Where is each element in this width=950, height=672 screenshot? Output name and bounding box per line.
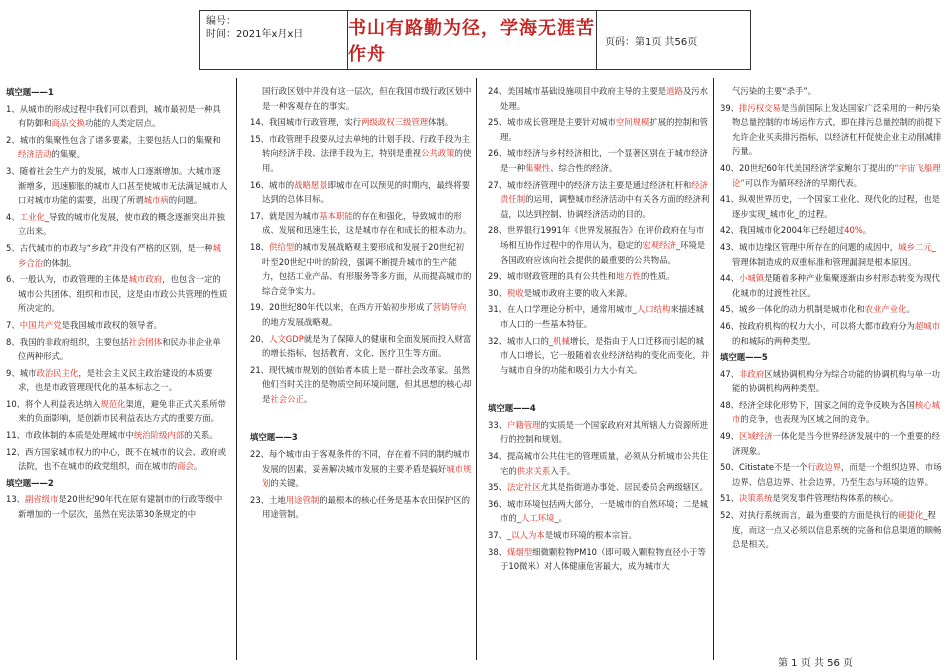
question-item [720, 192, 942, 221]
section-heading: 填空题——4 [488, 403, 536, 414]
question-item [720, 367, 942, 396]
question-text: _导致的城市化发展，使市政的概念逐渐突出并独立出来。 [18, 211, 225, 237]
question-text: 国行政区划中并没有这一层次，但在我国市级行政区划中是一种客观存在的事实。 [262, 86, 472, 111]
question-text: _程度，而这一点又必须以信息系统的完备和信息渠道的顺畅总是相关。 [732, 510, 942, 550]
question-text: 7、 [6, 319, 20, 330]
question-text: 2、城市的集聚性包含了诸多要素，主要包括人口的集聚和 [6, 134, 221, 145]
question-item [250, 132, 472, 176]
question-item [488, 545, 710, 574]
question-text: 28、世界银行1991年《世界发展报告》在评价政府在与市场相互协作过程中的作用认为，稳定的 [488, 225, 705, 250]
question-item [6, 241, 228, 270]
answer-text: 商会 [177, 461, 194, 472]
answer-text: 空间规模 [615, 117, 650, 128]
question-item [6, 397, 228, 426]
question-text: 43、城市边缘区管理中所存在的问题的成因中， [720, 241, 899, 252]
answer-text: 营销导向 [432, 302, 467, 313]
question-text: 46、按政府机构的权力大小，可以将大都市政府分为 [720, 320, 915, 331]
answer-text: 地方性 [615, 271, 642, 282]
section-heading: 填空题——5 [720, 352, 768, 363]
question-item [488, 302, 710, 331]
answer-text: 道路 [666, 86, 683, 96]
question-item [6, 445, 228, 474]
answer-text: 城市规划 [262, 463, 472, 489]
question-text: 40、20世纪60年代美国经济学家鲍尔丁提出的 [720, 162, 895, 173]
question-text: 51、 [720, 493, 740, 504]
answer-text: 小城镇 [739, 273, 765, 284]
question-text: 是我国城市政权的领导者。 [61, 319, 163, 330]
question-text: 25、城市成长管理是主要针对城市 [488, 117, 616, 128]
answer-text: 人口结构 [636, 304, 671, 315]
question-text: 1、从城市的形成过程中我们可以看到，城市最初是一种具有防御和 [6, 103, 221, 129]
question-text: 45、城乡一体化的动力机制是城市化和 [720, 304, 865, 315]
answer-text: 宏观经济 [642, 239, 676, 250]
question-text: 的城市发展战略观主要形成和发展于20世纪初叶至20世纪中叶的阶段，强调不断提升城市的生产能力，包括工业产品、有形服务等多方面，从而提高城市的综合竞争实力。 [262, 241, 472, 296]
motto: 书山有路勤为径，学海无涯苦作舟 [348, 11, 597, 69]
question-text: 3、随着社会生产力的发展，城市人口逐渐增加。大城市逐渐增多，迅速膨胀的城市人口甚至使城市无法满足城市人口对城市功能的需要，出现了所谓 [6, 165, 228, 206]
answer-text: 基本职能 [319, 210, 353, 221]
question-item [6, 366, 228, 395]
question-item [250, 447, 472, 491]
answer-text: 超城市 [914, 320, 941, 331]
question-text: 的实质是一个国家政府对其所辖人力资源所进行的控制和规划。 [500, 419, 709, 445]
answer-text: 税收 [507, 287, 524, 298]
question-text: 4、 [6, 211, 20, 222]
answer-text: 非政府 [739, 368, 765, 379]
question-text: 38、 [488, 546, 508, 557]
answer-text: 统治阶级内部 [133, 430, 185, 441]
question-text: 的使用。 [262, 148, 472, 173]
answer-text: 机械 [553, 335, 570, 346]
question-text: 12、西方国家城市权力的中心，既不在城市的议会、政府或法院，也不在城市的政党组织，而在城市的 [6, 446, 227, 472]
question-text: 的最根本的核心任务是基本农田保护区的用途管制。 [262, 494, 471, 520]
header-box [199, 10, 751, 70]
question-text: 的问题。 [168, 195, 203, 206]
question-text: 47、 [720, 368, 740, 379]
question-item [6, 492, 228, 521]
question-text: 和民办非企业单位两种形式。 [18, 336, 221, 362]
question-text: 可以作为循环经济的早期代表。 [744, 177, 862, 188]
answer-text: 法定社区 [507, 482, 541, 493]
answer-text: 供给型 [269, 241, 295, 252]
question-text: 29、城市财政管理的具有公共性和 [488, 271, 616, 282]
question-item [6, 133, 228, 162]
question-item [488, 115, 710, 144]
question-text: 14、我国城市行政管理，实行 [250, 117, 362, 128]
column-3 [488, 84, 710, 656]
question-item [488, 286, 710, 301]
question-item [250, 209, 472, 238]
question-item [488, 418, 710, 447]
answer-text: 工业化 [19, 211, 45, 222]
question-text: 22、每个城市由于客观条件的不同，存在着不同的制约城市发展的因素，妥善解决城市发展的主要矛盾是搞好 [250, 449, 471, 474]
answer-text: 行政边界 [807, 462, 842, 473]
question-text: 26、城市经济与乡村经济相比，一个显著区别在于城市经济是一种 [488, 148, 709, 173]
question-text: 。 [906, 304, 915, 315]
question-text: 33、 [488, 419, 508, 430]
question-text: 是随着多种产业集聚逐渐由乡村形态转变为现代化城市的过渡性社区。 [732, 273, 941, 298]
question-text: 20、 [250, 333, 270, 344]
question-item [488, 269, 710, 284]
answer-text: 社会团体 [128, 336, 163, 347]
answer-text: “宇宙飞船理论” [732, 162, 941, 188]
answer-text: 社会公正 [270, 393, 304, 404]
question-item [6, 210, 228, 239]
question-text: 是20世纪90年代在原有建制市的行政等级中新增加的一个层次，虽然在宪法第30条规定的中 [18, 494, 223, 520]
question-text: 6、一般认为，市政管理的主体是 [6, 274, 129, 285]
number-label: 编号： [206, 16, 236, 27]
section-heading: 填空题——3 [250, 432, 298, 443]
question-text: 32、城市人口的_ [488, 335, 554, 346]
question-text: 即城市在可以预见的时期内，最终将要达到的总体目标。 [262, 179, 471, 205]
question-item [720, 240, 942, 269]
question-text: 、综合性的经济。 [550, 162, 618, 173]
question-text: 的运用，调整城市经济活动中有关各方面的经济利益，以达到控制、协调经济活动的目的。 [500, 194, 710, 219]
question-text: 的和城际的两种类型。 [732, 335, 816, 346]
answer-text: 人工环境 [520, 513, 555, 524]
question-item [250, 115, 472, 130]
question-item [488, 178, 710, 222]
question-text: 31、在人口学理论分析中，通常用城市_ [488, 304, 637, 315]
answer-text: 城乡合治 [18, 242, 222, 268]
question-text: 23、土地 [250, 494, 286, 505]
answer-text: 以人为本 [511, 530, 545, 541]
question-text: 是城市环境的根本宗旨。 [544, 530, 637, 541]
question-text: ，是社会主义民主政治建设的本质要求，也是市政管理现代化的基本标志之一。 [18, 367, 213, 393]
question-item [720, 271, 942, 300]
question-text: 37、_ [488, 530, 512, 541]
question-text: 渠道，避免非正式关系所带来的负面影响，是创新市民利益表达方式的重要方面。 [18, 398, 227, 424]
answer-text: 排污权交易 [739, 102, 781, 113]
question-text: 5、古代城市的市政与“乡政”并没有严格的区别，是一种 [6, 242, 213, 253]
column-divider [713, 78, 714, 660]
column-divider [476, 78, 477, 660]
question-text: 50、Citistate不是一个 [720, 462, 808, 473]
question-item [720, 319, 942, 348]
question-text: 34、提高城市公共住宅的管理质量，必须从分析城市公共住宅的 [488, 451, 709, 476]
question-text: 的地方发展战略观。 [262, 316, 338, 327]
question-item [250, 332, 472, 361]
question-item [488, 497, 710, 526]
answer-text: 城乡二元 [898, 241, 932, 252]
question-text: 的竞争，也表现为区域之间的竞争。 [740, 414, 875, 425]
question-text: 39、 [720, 102, 740, 113]
answer-text: 经济责任制 [500, 179, 709, 205]
question-item [6, 428, 228, 443]
question-text: 功能的人类定居点。 [85, 118, 161, 129]
question-item [720, 429, 942, 458]
question-text: _。 [554, 513, 567, 524]
answer-text: 硬捷化 [898, 510, 924, 521]
section-heading: 填空题——1 [6, 87, 54, 97]
question-item [720, 84, 942, 99]
question-text: 是城市政府主要的收入来源。 [523, 287, 633, 298]
answer-text: 商品交换 [51, 118, 85, 129]
question-text: 35、 [488, 482, 508, 493]
question-text: 21、现代城市规划的创始者本质上是一群社会改革家。虽然他们当时关注的是物质空间环境问题，但其思想的核心却是 [250, 364, 472, 404]
question-text: ，而是一个组织边界、市场边界、信息边界、社会边界，乃至生态与环境的边界。 [732, 462, 942, 487]
answer-text: 煤烟型 [507, 546, 533, 557]
question-text: 一体化是当今世界经济发展中的一个重要的经济现象。 [732, 431, 941, 456]
question-text: 44、 [720, 273, 740, 284]
question-item [6, 164, 228, 208]
question-item [6, 272, 228, 316]
question-item [6, 318, 228, 333]
answer-text: 人文GDP [269, 333, 304, 344]
answer-text: 40% [844, 225, 863, 236]
question-text: 的关系。 [184, 430, 218, 441]
answer-text: 核心城市 [732, 399, 941, 425]
question-text: 9、城市 [6, 367, 37, 378]
question-text: 。 [193, 461, 203, 472]
question-text: _管理体制造成的双重标准和管理漏洞是根本原因。 [732, 241, 936, 267]
answer-text: 用途管制 [285, 494, 320, 505]
answer-text: 经济活动 [18, 149, 52, 160]
question-text: 细微颗粒物PM10（即可吸入颗粒物直径小于等于10微米）对人体健康危害最大，成为城市大 [500, 546, 706, 572]
question-text: 11、市政体制的本质是处理城市中 [6, 430, 134, 441]
answer-text: 城市政府 [128, 274, 163, 285]
question-text: 尤其是指街道办事处、居民委员会两级辖区。 [540, 482, 709, 493]
question-text: 13、 [6, 494, 26, 505]
question-text: 8、我国的非政府组织，主要包括 [6, 336, 129, 347]
question-text: 16、城市的 [250, 179, 295, 190]
question-text: 的关键。 [270, 478, 304, 489]
question-item [488, 223, 710, 267]
time-label: 时间：2021年x月x日 [206, 29, 304, 40]
question-item [6, 102, 228, 131]
question-item [720, 491, 942, 506]
question-text: _环境是各国政府应该向社会提供的最重要的公共物品。 [500, 239, 706, 265]
question-text: 24、美国城市基础设施项目中政府主导的主要是 [488, 86, 667, 96]
answer-text: 中国共产党 [19, 319, 62, 330]
answer-text: 公共政策 [421, 148, 455, 159]
question-text: 19、20世纪80年代以来，在西方开始初步形成了 [250, 302, 433, 313]
question-item [720, 398, 942, 427]
answer-text: 规范化 [100, 398, 126, 409]
question-text: 扩展的控制和管理。 [500, 117, 709, 142]
question-item [488, 84, 710, 113]
question-text: 的集聚。 [51, 149, 85, 160]
question-item [720, 508, 942, 552]
question-item [488, 449, 710, 478]
answer-text: 政治民主化 [36, 367, 79, 378]
question-text: 18、 [250, 241, 270, 252]
question-item [250, 493, 472, 522]
question-text: 42、我国城市化2004年已经超过 [720, 225, 845, 236]
question-text: 是突发事件管理结构体系的核心。 [772, 493, 899, 504]
answer-text: 供求关系 [516, 465, 551, 476]
question-text: 增长，是指由于人口迁移而引起的城市人口增长，它一般随着农业经济结构的变化而变化，并与城市自身的功能和吸引力大小有关。 [500, 335, 710, 375]
question-text: 是当前国际上发达国家广泛采用的一种污染物总量控制的市场运作方式，即在排污总量控制的前提下允许企业买卖排污指标，以经济杠杆促使企业主动削减排污量。 [732, 102, 942, 157]
page-footer: 第 1 页 共 56 页 [778, 658, 853, 669]
column-2 [250, 84, 472, 656]
column-4 [720, 84, 942, 656]
question-item [6, 335, 228, 364]
question-text: 的体制。 [43, 257, 77, 268]
answer-text: 城市病 [143, 195, 169, 206]
question-text: ，也包含一定的城市公共团体、组织和市民，这是由市政公共管理的性质所决定的。 [18, 274, 228, 314]
question-item [250, 240, 472, 298]
question-text: 体制。 [428, 117, 454, 128]
question-text: 来描述城市人口的一些基本特征。 [500, 304, 704, 329]
question-text: 。 [862, 225, 872, 236]
answer-text: 集聚性 [525, 162, 551, 173]
question-text: 。 [303, 393, 313, 404]
question-text: 区域协调机构分为综合功能的协调机构与单一功能的协调机构两种类型。 [732, 368, 941, 394]
column-divider [236, 78, 237, 660]
question-text: 36、城市环境包括两大部分，一是城市的自然环境；二是城市的_ [488, 498, 709, 524]
answer-text: 战略愿景 [294, 179, 328, 190]
question-text: 30、 [488, 287, 508, 298]
question-text: 入手。 [550, 465, 576, 476]
question-item [720, 302, 942, 317]
question-item [250, 84, 472, 113]
section-heading: 填空题——2 [6, 477, 54, 488]
question-item [488, 146, 710, 175]
question-item [250, 178, 472, 207]
question-text: 15、市政管理手段要从过去单纯的计划手段、行政手段为主转向经济手段、法律手段为主，特别是重视 [250, 133, 471, 159]
answer-text: 两级政权三级管理 [361, 117, 429, 128]
page-label: 页码：第1页 共56页 [605, 36, 698, 48]
question-text: 10、将个人利益表达纳入 [6, 398, 101, 409]
question-text: 就是为了保障人的健康和全面发展而投入财富的增长指标，包括教育、文化、医疗卫生等方面。 [262, 333, 472, 359]
question-text: 17、就是因为城市 [250, 210, 320, 221]
question-text: 的存在和强化，导致城市的形成、发展和迅速生长，这是城市存在和成长的根本动力。 [262, 210, 472, 236]
question-item [488, 528, 710, 543]
question-item [250, 300, 472, 329]
question-text: 的性质。 [641, 271, 675, 282]
question-text: 48、经济全球化形势下，国家之间的竞争反映为各国 [720, 399, 915, 410]
question-item [250, 363, 472, 407]
question-item [488, 480, 710, 495]
question-item [720, 223, 942, 238]
question-item [720, 460, 942, 489]
question-text: 49、 [720, 431, 740, 442]
question-text: 气污染的主要“杀手”。 [732, 86, 817, 96]
question-item [720, 101, 942, 159]
question-item [720, 161, 942, 190]
question-text: 及污水处理。 [500, 86, 709, 111]
question-text: 41、纵观世界历史，一个国家工业化、现代化的过程，也是逐步实现_城市化_的过程。 [720, 194, 941, 219]
column-1 [6, 84, 228, 656]
question-text: 52、对执行系统而言，最为重要的方面是执行的 [720, 510, 899, 521]
answer-text: 农业产业化 [864, 304, 907, 315]
answer-text: 户籍管理 [507, 419, 541, 430]
question-text: 27、城市经济管理中的经济方法主要是通过经济杠杆和 [488, 179, 692, 190]
header-meta [200, 11, 348, 69]
answer-text: 区域经济 [739, 431, 773, 442]
answer-text: 副省级市 [25, 494, 59, 505]
answer-text: 决策系统 [739, 493, 773, 504]
question-item [488, 334, 710, 378]
